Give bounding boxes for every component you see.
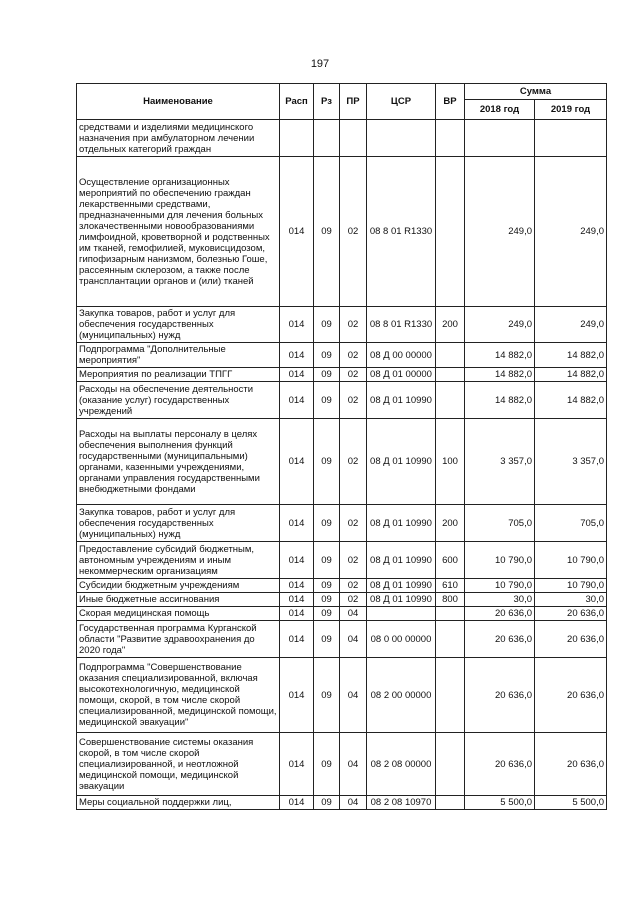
table-row xyxy=(77,607,607,621)
row-name: средствами и изделиями медицинского назначения при амбулаторном лечении отдельных категорий граждан xyxy=(77,120,280,157)
row-2019: 20 636,0 xyxy=(535,658,607,733)
row-2019: 10 790,0 xyxy=(535,542,607,579)
row-pr: 02 xyxy=(340,368,367,382)
header-rasp: Расп xyxy=(280,84,314,120)
row-csr: 08 2 08 10970 xyxy=(367,796,436,810)
row-rasp: 014 xyxy=(280,368,314,382)
table-row xyxy=(77,382,607,419)
row-rasp: 014 xyxy=(280,796,314,810)
row-rz: 09 xyxy=(314,505,340,542)
row-2018: 249,0 xyxy=(465,307,535,343)
row-csr xyxy=(367,607,436,621)
row-rasp: 014 xyxy=(280,607,314,621)
row-csr: 08 2 00 00000 xyxy=(367,658,436,733)
row-rz: 09 xyxy=(314,733,340,796)
row-csr: 08 2 08 00000 xyxy=(367,733,436,796)
row-vr xyxy=(436,157,465,307)
row-rasp: 014 xyxy=(280,307,314,343)
row-name: Подпрограмма "Дополнительные мероприятия" xyxy=(77,343,280,368)
row-2018: 14 882,0 xyxy=(465,368,535,382)
row-name: Предоставление субсидий бюджетным, автономным учреждениям и иным некоммерческим организациям xyxy=(77,542,280,579)
row-2018: 14 882,0 xyxy=(465,382,535,419)
row-vr: 800 xyxy=(436,593,465,607)
row-2018: 14 882,0 xyxy=(465,343,535,368)
row-name: Закупка товаров, работ и услуг для обеспечения государственных (муниципальных) нужд xyxy=(77,307,280,343)
row-rasp: 014 xyxy=(280,343,314,368)
row-vr xyxy=(436,658,465,733)
row-pr: 02 xyxy=(340,505,367,542)
row-rasp: 014 xyxy=(280,593,314,607)
table-row xyxy=(77,307,607,343)
row-rasp: 014 xyxy=(280,621,314,658)
row-pr: 04 xyxy=(340,733,367,796)
row-pr: 02 xyxy=(340,542,367,579)
table-row xyxy=(77,120,607,157)
row-csr: 08 8 01 R1330 xyxy=(367,157,436,307)
row-2019: 705,0 xyxy=(535,505,607,542)
row-2019: 20 636,0 xyxy=(535,733,607,796)
row-pr: 02 xyxy=(340,579,367,593)
row-2018: 10 790,0 xyxy=(465,542,535,579)
header-rz: Рз xyxy=(314,84,340,120)
row-name: Мероприятия по реализации ТПГГ xyxy=(77,368,280,382)
row-name: Иные бюджетные ассигнования xyxy=(77,593,280,607)
row-rasp xyxy=(280,120,314,157)
row-name: Расходы на обеспечение деятельности (оказание услуг) государственных учреждений xyxy=(77,382,280,419)
row-rasp: 014 xyxy=(280,579,314,593)
row-rz: 09 xyxy=(314,658,340,733)
table-row xyxy=(77,343,607,368)
row-pr: 02 xyxy=(340,419,367,505)
row-2018: 705,0 xyxy=(465,505,535,542)
row-2019: 14 882,0 xyxy=(535,343,607,368)
row-vr: 200 xyxy=(436,505,465,542)
header-name: Наименование xyxy=(77,84,280,120)
row-pr: 04 xyxy=(340,796,367,810)
row-2018: 20 636,0 xyxy=(465,733,535,796)
row-2018: 20 636,0 xyxy=(465,658,535,733)
row-name: Подпрограмма "Совершенствование оказания специализированной, включая высокотехнологичную, медицинской помощи, скорой, в том числе скорой специализированной, медицинской помощи, медицинской эвакуации" xyxy=(77,658,280,733)
header-2019: 2019 год xyxy=(535,100,607,120)
table-row xyxy=(77,658,607,733)
row-rz: 09 xyxy=(314,579,340,593)
row-pr: 04 xyxy=(340,607,367,621)
table-row xyxy=(77,368,607,382)
row-2018: 3 357,0 xyxy=(465,419,535,505)
row-rasp: 014 xyxy=(280,505,314,542)
row-pr: 02 xyxy=(340,307,367,343)
row-pr: 02 xyxy=(340,157,367,307)
budget-table xyxy=(76,83,607,810)
row-csr: 08 Д 01 10990 xyxy=(367,579,436,593)
row-rz: 09 xyxy=(314,343,340,368)
row-vr xyxy=(436,343,465,368)
row-csr: 08 Д 01 10990 xyxy=(367,505,436,542)
row-name: Субсидии бюджетным учреждениям xyxy=(77,579,280,593)
row-vr xyxy=(436,368,465,382)
header-pr: ПР xyxy=(340,84,367,120)
row-csr xyxy=(367,120,436,157)
row-csr: 08 0 00 00000 xyxy=(367,621,436,658)
row-rasp: 014 xyxy=(280,658,314,733)
row-name: Расходы на выплаты персоналу в целях обеспечения выполнения функций государственными (муниципальными) органами, казенными учреждениями, органами управления государственными внебюджетными фондами xyxy=(77,419,280,505)
row-2018: 10 790,0 xyxy=(465,579,535,593)
row-2019: 20 636,0 xyxy=(535,607,607,621)
header-vr: ВР xyxy=(436,84,465,120)
row-2018: 20 636,0 xyxy=(465,607,535,621)
row-pr: 02 xyxy=(340,382,367,419)
table-row xyxy=(77,505,607,542)
row-csr: 08 Д 01 10990 xyxy=(367,542,436,579)
row-rasp: 014 xyxy=(280,382,314,419)
row-rz xyxy=(314,120,340,157)
row-name: Государственная программа Курганской области "Развитие здравоохранения до 2020 года" xyxy=(77,621,280,658)
row-name: Меры социальной поддержки лиц, xyxy=(77,796,280,810)
header-sum: Сумма xyxy=(465,84,607,100)
row-2019: 249,0 xyxy=(535,307,607,343)
row-pr: 02 xyxy=(340,343,367,368)
row-csr: 08 8 01 R1330 xyxy=(367,307,436,343)
row-2019: 3 357,0 xyxy=(535,419,607,505)
row-rz: 09 xyxy=(314,382,340,419)
row-vr: 200 xyxy=(436,307,465,343)
row-2019: 20 636,0 xyxy=(535,621,607,658)
row-csr: 08 Д 00 00000 xyxy=(367,343,436,368)
table-row xyxy=(77,796,607,810)
table-row xyxy=(77,593,607,607)
row-rz: 09 xyxy=(314,307,340,343)
row-csr: 08 Д 01 10990 xyxy=(367,593,436,607)
row-rz: 09 xyxy=(314,542,340,579)
row-rasp: 014 xyxy=(280,733,314,796)
row-vr: 100 xyxy=(436,419,465,505)
row-name: Закупка товаров, работ и услуг для обеспечения государственных (муниципальных) нужд xyxy=(77,505,280,542)
row-pr: 04 xyxy=(340,621,367,658)
row-2018: 5 500,0 xyxy=(465,796,535,810)
row-rz: 09 xyxy=(314,607,340,621)
row-csr: 08 Д 01 00000 xyxy=(367,368,436,382)
row-vr xyxy=(436,796,465,810)
row-name: Скорая медицинская помощь xyxy=(77,607,280,621)
row-vr: 600 xyxy=(436,542,465,579)
row-rz: 09 xyxy=(314,157,340,307)
table-row xyxy=(77,542,607,579)
row-2018 xyxy=(465,120,535,157)
row-2019: 249,0 xyxy=(535,157,607,307)
row-2018: 249,0 xyxy=(465,157,535,307)
row-name: Совершенствование системы оказания скорой, в том числе скорой специализированной, и неотложной медицинской помощи, медицинской эвакуации xyxy=(77,733,280,796)
table-row xyxy=(77,579,607,593)
row-2018: 30,0 xyxy=(465,593,535,607)
row-vr xyxy=(436,733,465,796)
row-2019 xyxy=(535,120,607,157)
row-pr: 04 xyxy=(340,658,367,733)
row-vr xyxy=(436,607,465,621)
row-2019: 14 882,0 xyxy=(535,382,607,419)
row-rasp: 014 xyxy=(280,157,314,307)
header-csr: ЦСР xyxy=(367,84,436,120)
row-csr: 08 Д 01 10990 xyxy=(367,382,436,419)
row-rz: 09 xyxy=(314,593,340,607)
row-rz: 09 xyxy=(314,419,340,505)
row-name: Осуществление организационных мероприятий по обеспечению граждан лекарственными средствами, предназначенными для лечения больных злокачественными новообразованиями лимфоидной, кроветворной и родственных им тканей, гемофилией, муковисцидозом, гипофизарным нанизмом, болезнью Гоше, рассеянным склерозом, а также после трансплантации органов и (или) тканей xyxy=(77,157,280,307)
row-csr: 08 Д 01 10990 xyxy=(367,419,436,505)
row-vr: 610 xyxy=(436,579,465,593)
table-row xyxy=(77,157,607,307)
table-row xyxy=(77,733,607,796)
row-rasp: 014 xyxy=(280,419,314,505)
row-vr xyxy=(436,382,465,419)
row-pr xyxy=(340,120,367,157)
row-rasp: 014 xyxy=(280,542,314,579)
header-2018: 2018 год xyxy=(465,100,535,120)
table-row xyxy=(77,419,607,505)
row-2019: 30,0 xyxy=(535,593,607,607)
row-rz: 09 xyxy=(314,621,340,658)
table-row xyxy=(77,621,607,658)
row-2019: 14 882,0 xyxy=(535,368,607,382)
row-rz: 09 xyxy=(314,368,340,382)
row-vr xyxy=(436,120,465,157)
row-vr xyxy=(436,621,465,658)
page-number: 197 xyxy=(310,58,330,70)
row-pr: 02 xyxy=(340,593,367,607)
row-2019: 5 500,0 xyxy=(535,796,607,810)
row-2018: 20 636,0 xyxy=(465,621,535,658)
row-rz: 09 xyxy=(314,796,340,810)
row-2019: 10 790,0 xyxy=(535,579,607,593)
